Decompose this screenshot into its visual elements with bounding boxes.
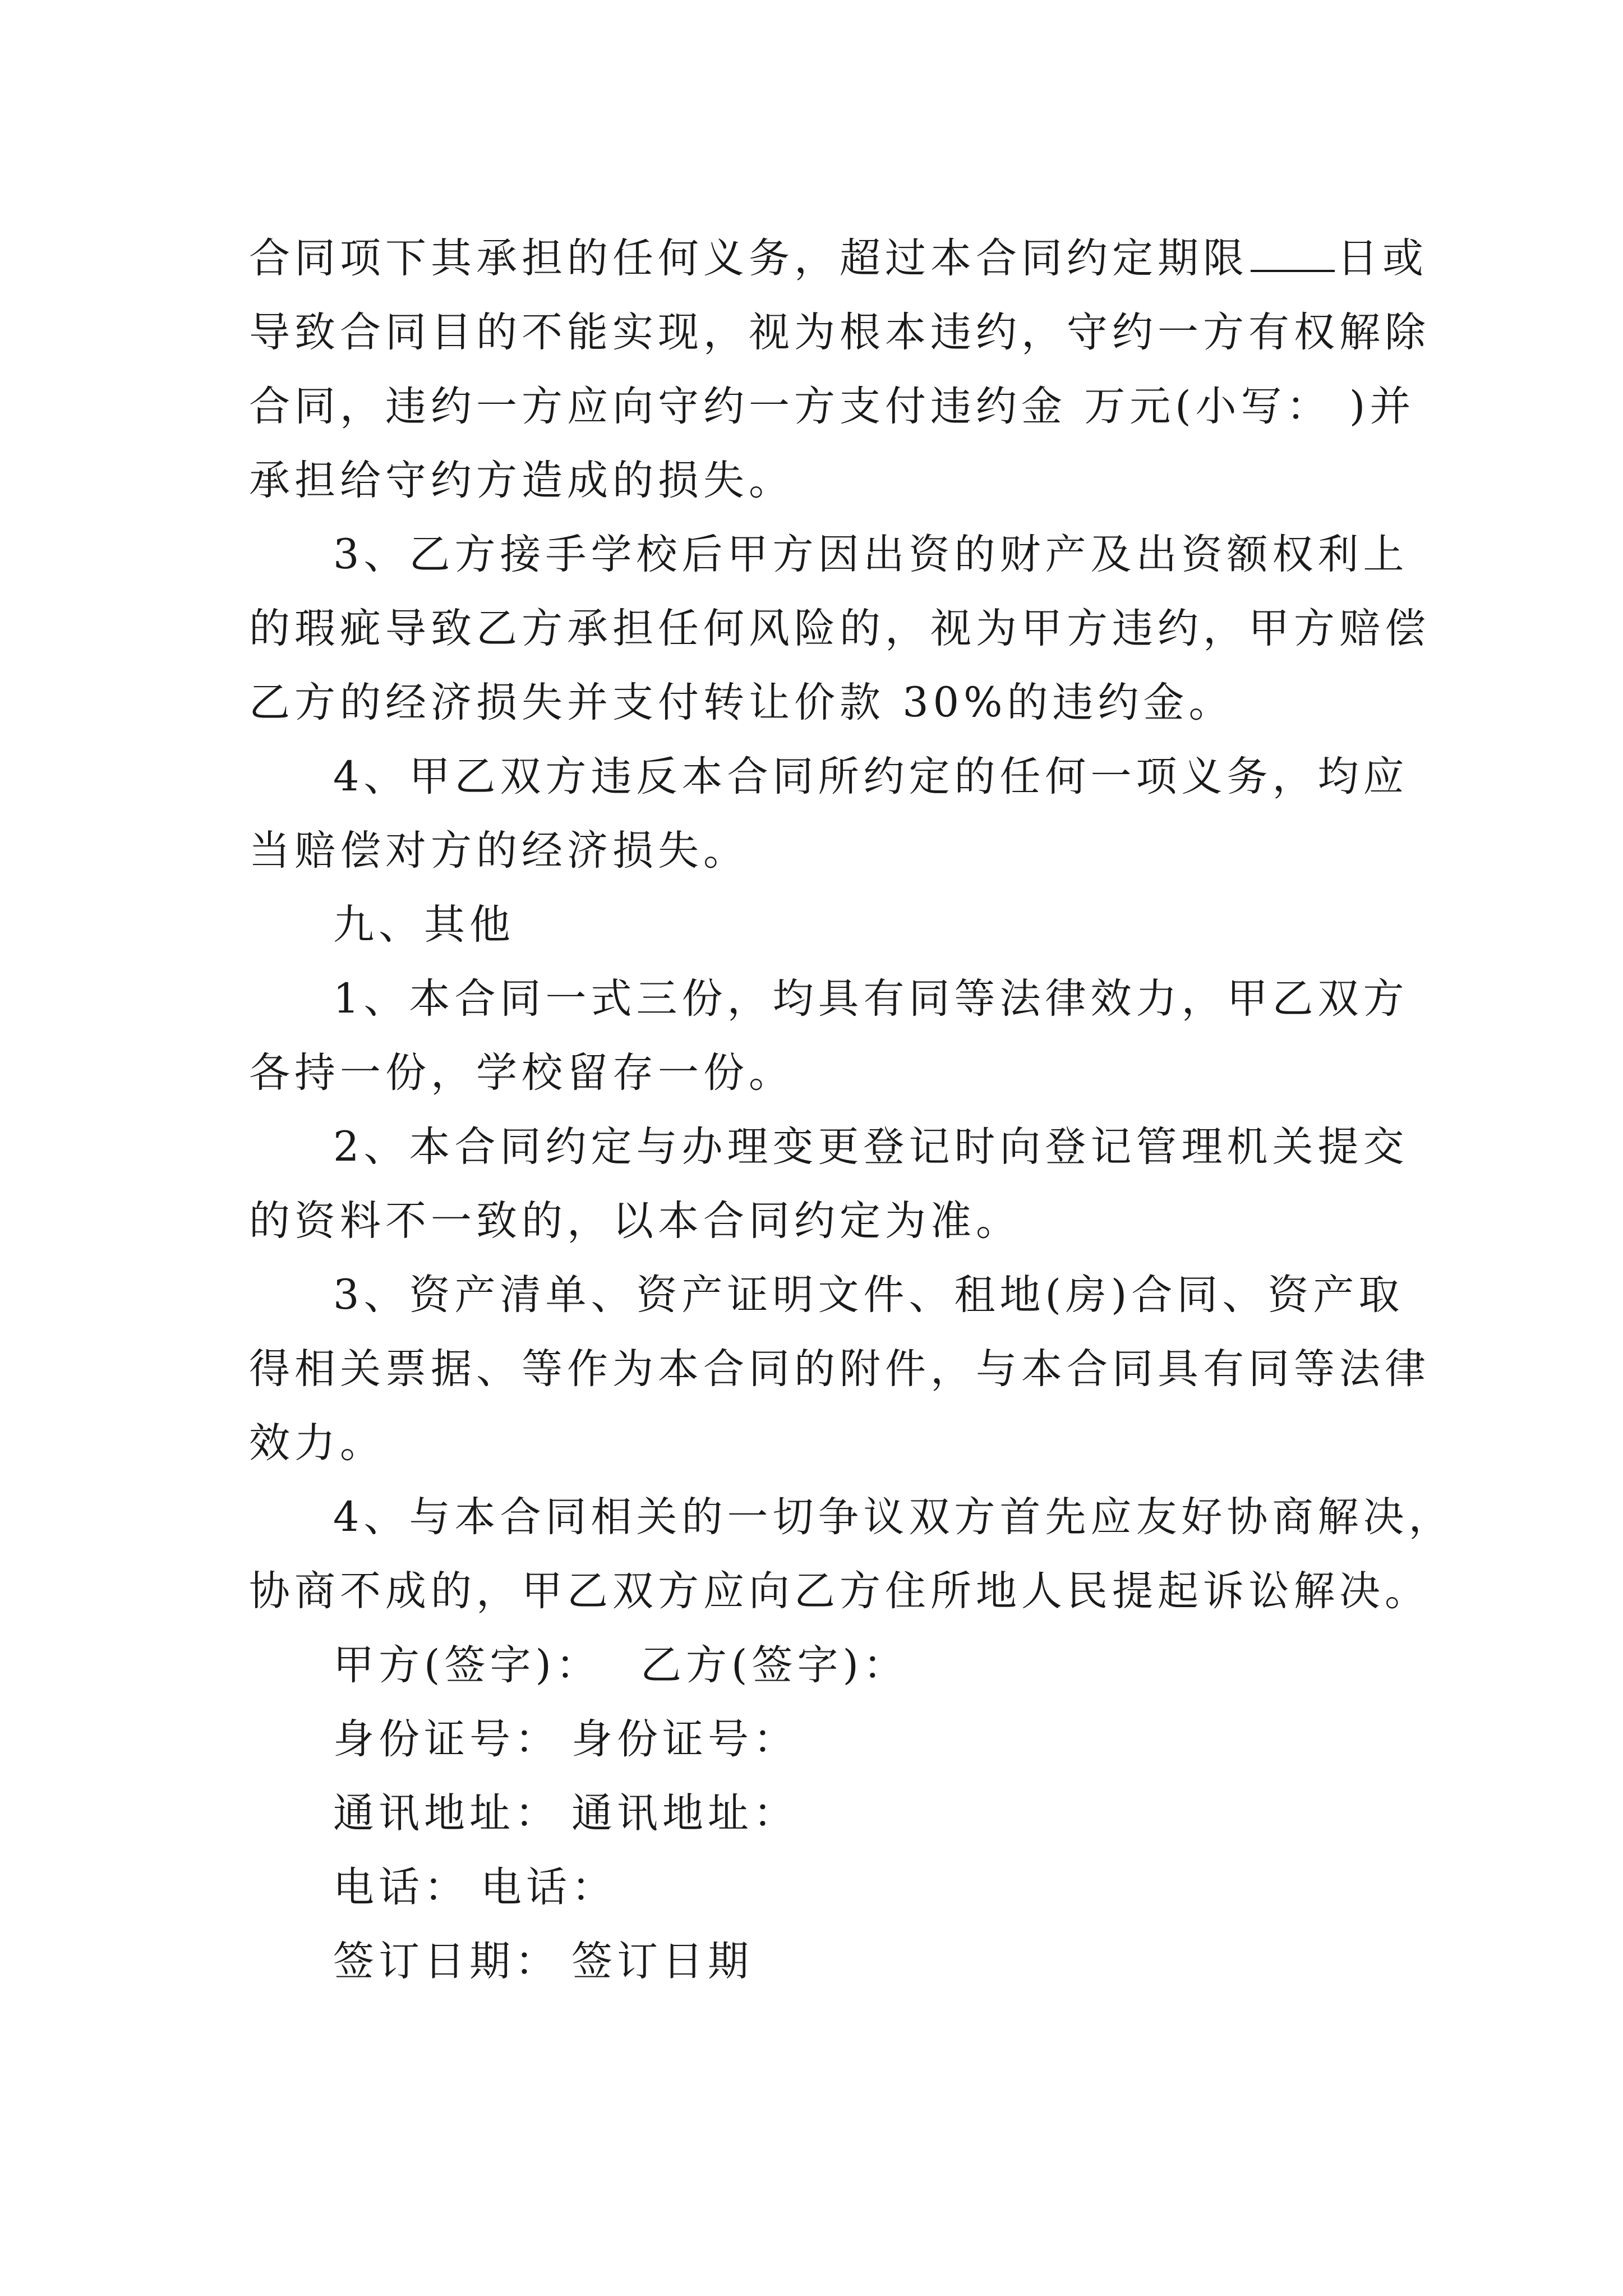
text-line: 当赔偿对方的经济损失。 bbox=[249, 827, 749, 875]
text-line: 乙方的经济损失并支付转让价款 30%的违约金。 bbox=[249, 679, 1234, 726]
phone-row bbox=[249, 1851, 1382, 1925]
clause-9-3 bbox=[249, 1258, 1430, 1480]
id-number-row bbox=[249, 1703, 1382, 1777]
signature-row bbox=[249, 1628, 1382, 1703]
party-a-date-label: 签订日期： bbox=[333, 1938, 560, 1985]
party-b-signature-label: 乙方(签字)： bbox=[640, 1641, 909, 1689]
text-line: 4、与本合同相关的一切争议双方首先应友好协商解决， bbox=[333, 1493, 1454, 1541]
address-row bbox=[249, 1777, 1382, 1851]
text-line: 各持一份，学校留存一份。 bbox=[249, 1049, 794, 1097]
clause-8-4 bbox=[249, 740, 1409, 888]
text-line: 2、本合同约定与办理变更登记时向登记管理机关提交 bbox=[333, 1123, 1409, 1171]
text-line: 协商不成的，甲乙双方应向乙方住所地人民提起诉讼解决。 bbox=[249, 1567, 1430, 1615]
clause-8-3 bbox=[249, 518, 1430, 740]
party-a-signature-label: 甲方(签字)： bbox=[333, 1641, 601, 1689]
text-line: 合同项下其承担的任何义务，超过本合同约定期限 日或 bbox=[249, 234, 1428, 282]
breach-clause-continued bbox=[249, 222, 1430, 518]
text-line: 合同，违约一方应向守约一方支付违约金 万元(小写： )并 bbox=[249, 383, 1415, 430]
clause-9-2 bbox=[249, 1110, 1409, 1258]
date-row bbox=[249, 1925, 1382, 1999]
party-b-address-label: 通讯地址： bbox=[571, 1789, 799, 1837]
text-line: 导致合同目的不能实现，视为根本违约，守约一方有权解除 bbox=[249, 309, 1430, 356]
party-a-phone-label: 电话： bbox=[333, 1864, 469, 1911]
clause-9-1 bbox=[249, 962, 1409, 1110]
text-line: 的瑕疵导致乙方承担任何风险的，视为甲方违约，甲方赔偿 bbox=[249, 605, 1430, 652]
text-line: 3、乙方接手学校后甲方因出资的财产及出资额权利上 bbox=[333, 531, 1409, 578]
section-heading: 九、其他 bbox=[333, 901, 515, 949]
text-line: 3、资产清单、资产证明文件、租地(房)合同、资产取 bbox=[333, 1271, 1404, 1319]
text-line: 的资料不一致的，以本合同约定为准。 bbox=[249, 1197, 1021, 1245]
fill-in-blank-days bbox=[1251, 235, 1335, 272]
section-9-heading bbox=[249, 888, 1382, 962]
text-line: 效力。 bbox=[249, 1419, 385, 1467]
document-body bbox=[249, 222, 1454, 1999]
text-line: 承担给守约方造成的损失。 bbox=[249, 457, 794, 504]
clause-9-4 bbox=[249, 1480, 1454, 1628]
signature-block bbox=[249, 1628, 1382, 1999]
party-b-date-label: 签订日期 bbox=[571, 1938, 753, 1985]
party-a-id-label: 身份证号： bbox=[333, 1715, 560, 1763]
party-b-phone-label: 电话： bbox=[481, 1864, 617, 1911]
text-line: 1、本合同一式三份，均具有同等法律效力，甲乙双方 bbox=[333, 975, 1409, 1023]
party-b-id-label: 身份证号： bbox=[571, 1715, 799, 1763]
party-a-address-label: 通讯地址： bbox=[333, 1789, 560, 1837]
text-line: 得相关票据、等作为本合同的附件，与本合同具有同等法律 bbox=[249, 1345, 1430, 1393]
text-line: 4、甲乙双方违反本合同所约定的任何一项义务，均应 bbox=[333, 753, 1409, 800]
